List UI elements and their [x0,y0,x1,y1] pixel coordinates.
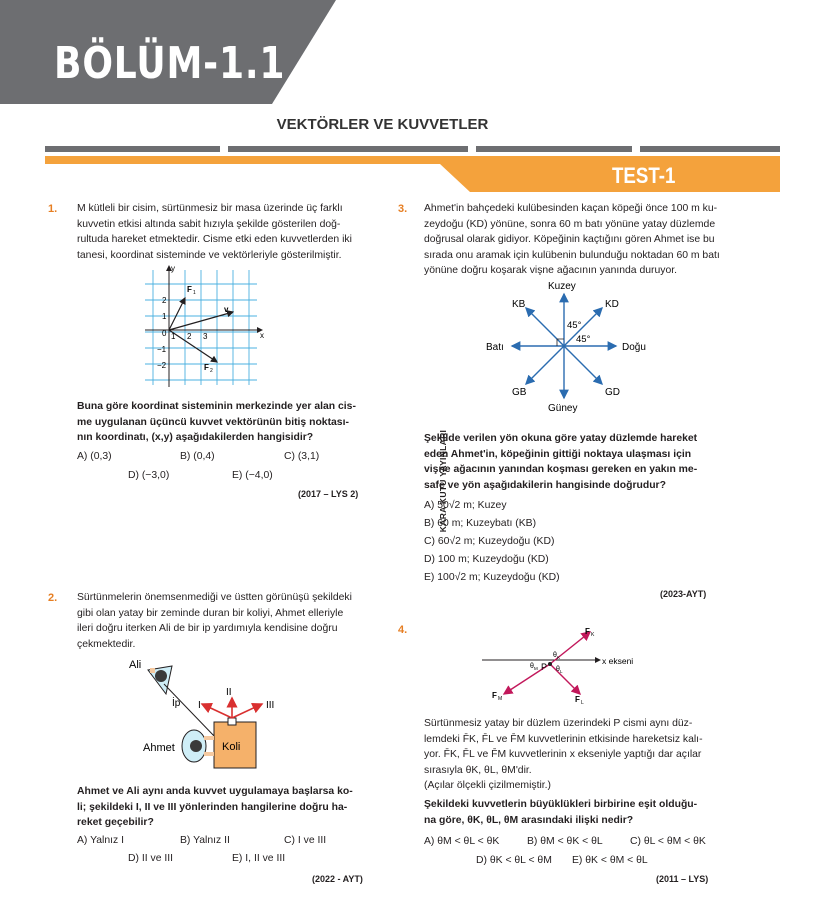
option-b[interactable]: B) Yalnız II [180,835,230,846]
angle-label: 45° [576,334,591,345]
text-line: kuvvetin etkisi altında sabit hızıyla şekilde gösterilen doğ- [77,218,341,230]
direction-iii-arrow [232,704,262,718]
text-line: vişne ağacının yanından koşması gereken en yakın me- [424,464,698,475]
dir-i-label: I [198,700,201,711]
option-e[interactable]: E) 100√2 m; Kuzeydoğu (KD) [424,572,560,583]
f1-subscript: 1 [193,290,196,296]
question-number: 3. [398,203,408,215]
option-c[interactable]: C) θL < θM < θK [630,836,706,847]
option-d[interactable]: D) II ve III [128,853,174,864]
tick-y: −2 [157,361,167,370]
text-line: Sürtünmelerin önemsenmediği ve üstten görünüşü şekildeki [77,592,352,603]
chapter-title: BÖLÜM-1.1 [54,38,286,89]
test-label: TEST-1 [612,163,676,188]
dir-ii-label: II [226,687,232,698]
option-e[interactable]: E) θK < θM < θL [572,855,648,866]
option-b[interactable]: B) 60 m; Kuzeybatı (KB) [424,518,537,529]
text-line: Ahmet ve Ali aynı anda kuvvet uygulamaya başlarsa ko- [77,786,353,797]
fk-subscript: K [591,632,595,638]
velocity-label: v [224,305,229,314]
ne-label: KD [605,299,619,310]
se-label: GD [605,387,620,398]
question-number: 2. [48,592,58,604]
koli-figure [120,654,300,774]
fm-subscript: M [498,696,503,702]
theta-l-label: θ [556,666,560,673]
force-fl-vector [550,664,580,694]
text-line: nın koordinatı, (x,y) aşağıdakilerden hangisidir? [77,432,314,443]
option-c[interactable]: C) I ve III [284,835,327,846]
question-text [424,716,724,794]
theta-k-label: θ [553,652,557,659]
point-label: P [541,662,548,672]
question-source: (2022 - AYT) [312,874,363,884]
force-f2-vector [169,330,217,362]
text-line: doğrusal olarak gidiyor. Köpeğinin kaçtığını gören Ahmet ise bu [424,234,715,245]
text-line: reket geçebilir? [77,817,154,828]
ali-figure [148,666,172,694]
tick-x: 3 [203,332,208,341]
option-e[interactable]: E) (−4,0) [232,470,273,481]
text-line: safe ve yön aşağıdakilerin hangisinde doğrudur? [424,479,666,491]
question-text [77,590,377,652]
text-line: li; şekildeki I, II ve III yönlerinden hangilerine doğru ha- [77,801,348,813]
divider-bar [476,146,632,152]
west-label: Batı [486,342,504,353]
text-line: sırada onu aramak için kulübenin bulunduğu noktadan 60 m batı [424,249,720,261]
text-line: Sürtünmesiz yatay bir düzlem üzerindeki P cismi aynı düz- [424,718,693,729]
ali-label: Ali [129,659,142,671]
question-text [424,201,724,279]
option-a[interactable]: A) 50√2 m; Kuzey [424,500,507,511]
question-source: (2017 – LYS 2) [298,489,359,499]
fl-label: F [575,695,580,704]
question-source: (2011 – LYS) [656,874,709,884]
sw-label: GB [512,387,527,398]
fl-subscript: L [581,700,584,706]
question-source: (2023-AYT) [660,589,707,599]
option-b[interactable]: B) θM < θK < θL [527,836,603,847]
text-line: na göre, θK, θL, θM arasındaki ilişki nedir? [424,814,634,826]
question-prompt [77,399,377,446]
option-d[interactable]: D) 100 m; Kuzeydoğu (KD) [424,554,549,565]
text-line: (Açılar ölçekli çizilmemiştir.) [424,780,552,791]
question-number: 4. [398,624,408,636]
question-prompt [77,784,377,831]
tick-y: 1 [162,312,167,321]
east-label: Doğu [622,342,646,353]
f1-label: F [187,285,192,294]
text-line: yor. F̄K, F̄L ve F̄M kuvvetlerinin x ekseniyle yaptığı dar açılar [424,749,702,760]
x-axis-label: x [260,331,264,340]
vector-grid-figure [140,262,270,390]
text-line: tanesi, koordinat sisteminde ve vektörleriyle gösterilmiştir. [77,249,342,261]
text-line: me uygulanan üçüncü kuvvet vektörünün bitiş noktası- [77,416,349,428]
fm-label: F [492,691,497,700]
option-b[interactable]: B) (0,4) [180,451,215,462]
y-axis-label: y [171,264,175,273]
ip-label: İp [172,698,181,709]
theta-k-subscript: K [557,655,561,660]
text-line: Ahmet'in bahçedeki kulübesinden kaçan köpeği önce 100 m ku- [424,203,718,214]
force-fk-vector [550,632,590,664]
text-line: çekmektedir. [77,638,136,650]
text-line: zeydoğu (KD) yönüne, sonra 60 m batı yönüne yatay düzlemde [424,218,716,230]
south-label: Güney [548,403,578,414]
angle-label: 45° [567,320,582,331]
x-axis-label: x ekseni [602,656,634,666]
option-d[interactable]: D) θK < θL < θM [476,855,552,866]
option-d[interactable]: D) (−3,0) [128,470,170,481]
section-title: VEKTÖRLER VE KUVVETLER [276,116,489,133]
divider-bar [228,146,468,152]
theta-m-label: θ [530,663,534,670]
direction-i-arrow [202,704,232,718]
force-diagram-figure [478,624,668,708]
tick-x: 2 [187,332,192,341]
text-line: Buna göre koordinat sisteminin merkezinde yer alan cis- [77,401,356,412]
text-line: ileri doğru iterken Ali de bir ip yardımıyla kendisine doğru [77,623,338,634]
attachment-point [228,718,236,725]
theta-m-subscript: M [534,666,538,671]
option-a[interactable]: A) (0,3) [77,451,112,462]
question-prompt [424,431,724,493]
option-a[interactable]: A) Yalnız I [77,835,124,846]
text-line: M kütleli bir cisim, sürtünmesiz bir masa üzerinde üç farklı [77,203,343,214]
theta-l-subscript: L [560,669,563,674]
f2-subscript: 2 [210,368,213,374]
option-c[interactable]: C) (3,1) [284,451,320,462]
rope [164,684,216,738]
option-c[interactable]: C) 60√2 m; Kuzeydoğu (KD) [424,536,555,547]
publisher-side-label: KARA KUTU YAYINLARI [438,429,448,533]
text-line: yönüne doğru koşarak vişne ağacının yanında duruyor. [424,265,678,276]
text-line: Şekildeki kuvvetlerin büyüklükleri birbirine eşit olduğu- [424,799,698,810]
nw-label: KB [512,299,526,310]
text-line: rultuda hareket etmektedir. Cisme etki eden kuvvetlerden iki [77,234,352,245]
ahmet-label: Ahmet [143,742,175,754]
text-line: lemdeki F̄K, F̄L ve F̄M kuvvetlerinin etkisinde hareketsiz kalı- [424,733,703,745]
dir-iii-label: III [266,700,275,711]
ahmet-figure [182,730,214,762]
fk-label: F [585,627,590,636]
compass-figure [484,280,664,414]
text-line: sırasıyla θK, θL, θM'dir. [424,764,532,776]
option-a[interactable]: A) θM < θL < θK [424,836,500,847]
question-number: 1. [48,203,58,215]
tick-x: 1 [171,332,176,341]
text-line: eden Ahmet'in, köpeğinin gittiği noktaya ulaşması için [424,448,692,460]
tick-y: 2 [162,296,167,305]
text-line: Şekilde verilen yön okuna göre yatay düzlemde hareket [424,433,698,444]
tick-y: −1 [157,345,167,354]
north-label: Kuzey [548,281,576,292]
option-e[interactable]: E) I, II ve III [232,853,286,864]
question-prompt [424,797,724,828]
tick-y: 0 [162,329,167,338]
divider-bar [640,146,780,152]
force-f1-vector [169,298,185,330]
f2-label: F [204,363,209,372]
divider-bar [45,146,220,152]
koli-label: Koli [222,741,241,753]
text-line: gibi olan yatay bir zeminde duran bir koliyi, Ahmet elleriyle [77,607,344,619]
question-text [77,201,377,263]
